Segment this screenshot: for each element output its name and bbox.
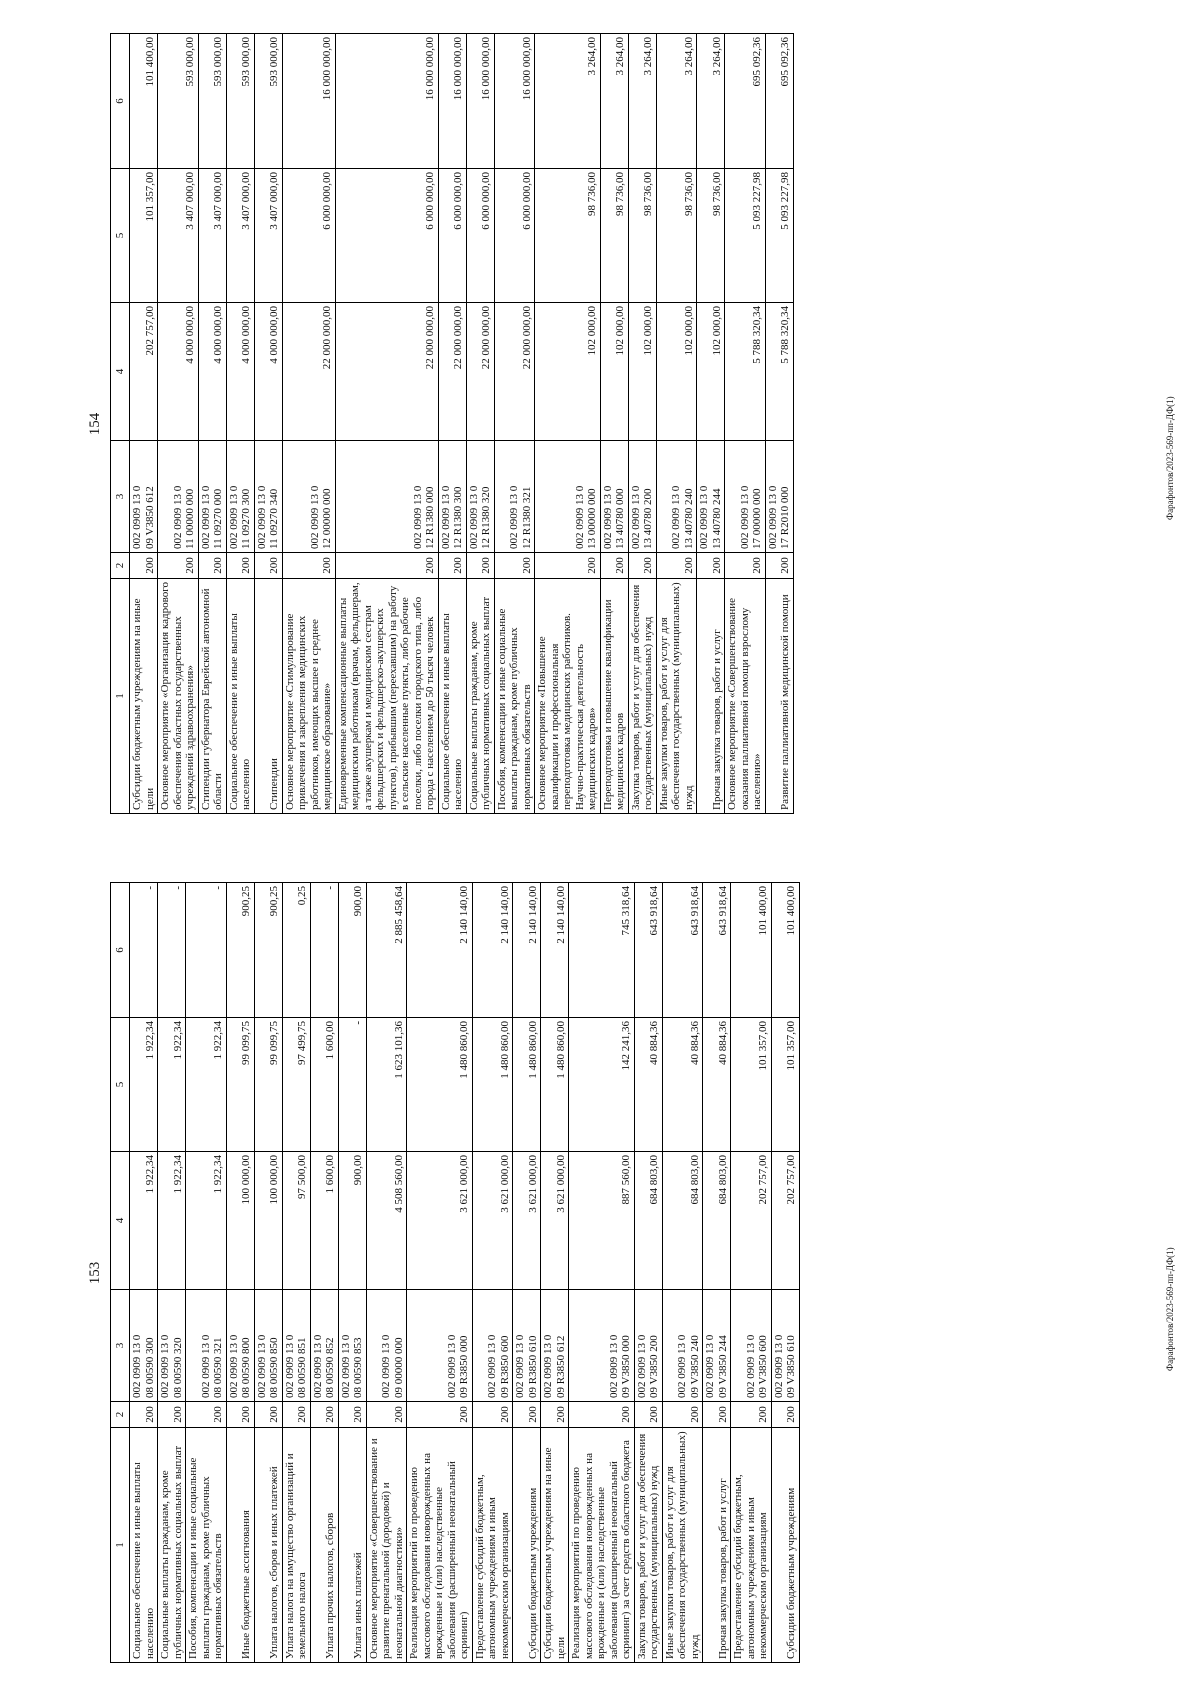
row-code-cell: 200 [697,553,725,579]
row-name-cell: Основное мероприятие «Совершенствование и развитие пренатальной (дородовой) и неонатальной диагностики» [366,1428,407,1663]
row-plan-amount-cell: 100 000,00 [254,1152,282,1290]
row-code-cell: 200 [771,1402,799,1428]
row-classification-cell: 002 0909 13 0 09 R3850 600 [472,1290,513,1402]
row-name-cell: Социальное обеспечение и иные выплаты населению [438,579,466,814]
table-row [198,34,226,814]
table-header-row [111,34,130,814]
row-executed-amount-cell: 3 407 000,00 [226,169,254,303]
row-code-cell: 200 [130,1402,158,1428]
row-code-cell: 200 [338,1402,366,1428]
row-remainder-cell: 2 140 140,00 [513,883,541,1018]
row-executed-amount-cell: 98 736,00 [535,169,601,303]
row-remainder-cell: 2 140 140,00 [407,883,473,1018]
table-row [366,883,407,1663]
column-header: 3 [111,1290,130,1402]
row-classification-cell: 002 0909 13 0 09 V3850 240 [662,1290,703,1402]
row-name-cell: Субсидии бюджетным учреждениям на иные цели [541,1428,569,1663]
document-page-154 [0,0,1200,848]
row-executed-amount-cell: 6 000 000,00 [494,169,535,303]
row-remainder-cell: 2 140 140,00 [472,883,513,1018]
row-remainder-cell: 643 918,64 [703,883,731,1018]
column-header: 2 [111,1402,130,1428]
row-name-cell: Пособия, компенсации и иные социальные выплаты гражданам, кроме публичных нормативных обязательств [186,1428,227,1663]
row-executed-amount-cell: 1 480 860,00 [541,1018,569,1152]
row-plan-amount-cell: 3 621 000,00 [541,1152,569,1290]
row-executed-amount-cell: 40 884,36 [634,1018,662,1152]
row-classification-cell: 002 0909 13 0 13 40780 000 [600,441,628,553]
row-plan-amount-cell: 5 788 320,34 [725,303,766,441]
row-code-cell: 200 [186,1402,227,1428]
row-plan-amount-cell: 1 922,34 [186,1152,227,1290]
table-row [600,34,628,814]
row-executed-amount-cell: 98 736,00 [600,169,628,303]
table-row [335,34,438,814]
row-remainder-cell: 16 000 000,00 [494,34,535,169]
table-row [254,34,282,814]
row-plan-amount-cell: 684 803,00 [703,1152,731,1290]
row-name-cell: Предоставление субсидий бюджетным, автономным учреждениям и иным некоммерческим организациям [472,1428,513,1663]
row-name-cell: Субсидии бюджетным учреждениям на иные цели [130,579,158,814]
row-name-cell: Пособия, компенсации и иные социальные выплаты гражданам, кроме публичных нормативных обязательств [494,579,535,814]
row-executed-amount-cell: 101 357,00 [731,1018,772,1152]
row-plan-amount-cell: 22 000 000,00 [494,303,535,441]
row-executed-amount-cell: 99 099,75 [226,1018,254,1152]
column-header: 6 [111,883,130,1018]
row-classification-cell: 002 0909 13 0 09 V3850 244 [703,1290,731,1402]
row-name-cell: Основное мероприятие «Совершенствование оказания паллиативной помощи взрослому населению» [725,579,766,814]
table-row [226,34,254,814]
row-plan-amount-cell: 4 000 000,00 [226,303,254,441]
row-executed-amount-cell: 3 407 000,00 [158,169,199,303]
rotated-page-content [80,883,1120,1663]
row-executed-amount-cell: 40 884,36 [703,1018,731,1152]
row-classification-cell: 002 0909 13 0 09 V3850 600 [731,1290,772,1402]
row-classification-cell: 002 0909 13 0 13 00000 000 [535,441,601,553]
row-plan-amount-cell: 900,00 [338,1152,366,1290]
row-code-cell: 200 [765,553,793,579]
row-executed-amount-cell: 101 357,00 [130,169,158,303]
row-remainder-cell: 695 092,36 [725,34,766,169]
table-row [338,883,366,1663]
row-code-cell: 200 [407,1402,473,1428]
row-remainder-cell: 643 918,64 [634,883,662,1018]
row-plan-amount-cell: 1 922,34 [158,1152,186,1290]
row-code-cell: 200 [703,1402,731,1428]
row-classification-cell: 002 0909 13 0 09 00000 000 [366,1290,407,1402]
row-classification-cell: 002 0909 13 0 08 00590 852 [310,1290,338,1402]
column-header: 4 [111,1152,130,1290]
table-header-row [111,883,130,1663]
row-code-cell: 200 [634,1402,662,1428]
row-classification-cell: 002 0909 13 0 08 00590 321 [186,1290,227,1402]
row-classification-cell: 002 0909 13 0 09 V3850 610 [771,1290,799,1402]
row-name-cell: Прочая закупка товаров, работ и услуг [697,579,725,814]
row-plan-amount-cell: 4 000 000,00 [158,303,199,441]
row-plan-amount-cell: 4 000 000,00 [198,303,226,441]
row-remainder-cell: 2 140 140,00 [541,883,569,1018]
table-row [158,34,199,814]
row-executed-amount-cell: 40 884,36 [662,1018,703,1152]
row-classification-cell: 002 0909 13 0 11 09270 300 [226,441,254,553]
row-executed-amount-cell: 101 357,00 [771,1018,799,1152]
column-header: 1 [111,579,130,814]
row-plan-amount-cell: 3 621 000,00 [513,1152,541,1290]
row-executed-amount-cell: 97 499,75 [282,1018,310,1152]
table-row [662,883,703,1663]
row-remainder-cell: 0,25 [282,883,310,1018]
row-code-cell: 200 [600,553,628,579]
row-remainder-cell: 3 264,00 [535,34,601,169]
row-executed-amount-cell: 3 407 000,00 [254,169,282,303]
row-code-cell: 200 [226,1402,254,1428]
table-row [466,34,494,814]
table-row [697,34,725,814]
row-plan-amount-cell: 22 000 000,00 [335,303,438,441]
row-name-cell: Стипендии губернатора Еврейской автономной области [198,579,226,814]
row-remainder-cell: 695 092,36 [765,34,793,169]
row-name-cell: Социальные выплаты гражданам, кроме публичных нормативных социальных выплат [466,579,494,814]
row-executed-amount-cell: 6 000 000,00 [466,169,494,303]
row-classification-cell: 002 0909 13 0 09 V3850 612 [130,441,158,553]
table-row [541,883,569,1663]
row-name-cell: Уплата прочих налогов, сборов [310,1428,338,1663]
row-remainder-cell: 593 000,00 [198,34,226,169]
row-plan-amount-cell: 22 000 000,00 [438,303,466,441]
row-classification-cell: 002 0909 13 0 12 R1380 320 [466,441,494,553]
table-row [472,883,513,1663]
row-classification-cell: 002 0909 13 0 08 00590 300 [130,1290,158,1402]
budget-table [110,882,800,1663]
row-classification-cell: 002 0909 13 0 11 00000 000 [158,441,199,553]
row-name-cell: Стипендии [254,579,282,814]
row-remainder-cell: 3 264,00 [697,34,725,169]
row-code-cell: 200 [535,553,601,579]
column-header: 5 [111,169,130,303]
row-executed-amount-cell: 98 736,00 [628,169,656,303]
row-remainder-cell: 900,25 [226,883,254,1018]
row-name-cell: Закупка товаров, работ и услуг для обеспечения государственных (муниципальных) нужд [628,579,656,814]
table-row [494,34,535,814]
page-number: 153 [87,1261,103,1285]
row-remainder-cell: 593 000,00 [158,34,199,169]
row-code-cell: 200 [541,1402,569,1428]
row-plan-amount-cell: 22 000 000,00 [466,303,494,441]
row-classification-cell: 002 0909 13 0 08 00590 853 [338,1290,366,1402]
table-row [765,34,793,814]
row-name-cell: Уплата налогов, сборов и иных платежей [254,1428,282,1663]
row-code-cell: 200 [226,553,254,579]
row-classification-cell: 002 0909 13 0 12 00000 000 [282,441,335,553]
row-remainder-cell: 101 400,00 [130,34,158,169]
row-plan-amount-cell: 102 000,00 [628,303,656,441]
row-executed-amount-cell: 1 480 860,00 [407,1018,473,1152]
row-code-cell: 200 [513,1402,541,1428]
table-row [569,883,635,1663]
row-plan-amount-cell: 97 500,00 [282,1152,310,1290]
row-remainder-cell: 3 264,00 [628,34,656,169]
table-row [282,883,310,1663]
row-remainder-cell: 900,00 [338,883,366,1018]
row-code-cell: 200 [662,1402,703,1428]
row-plan-amount-cell: 202 757,00 [130,303,158,441]
row-classification-cell: 002 0909 13 0 08 00590 850 [254,1290,282,1402]
row-classification-cell: 002 0909 13 0 09 R3850 000 [407,1290,473,1402]
row-code-cell: 200 [628,553,656,579]
row-name-cell: Развитие паллиативной медицинской помощи [765,579,793,814]
row-name-cell: Переподготовка и повышение квалификации медицинских кадров [600,579,628,814]
row-plan-amount-cell: 102 000,00 [600,303,628,441]
row-executed-amount-cell: 6 000 000,00 [438,169,466,303]
row-code-cell: 200 [438,553,466,579]
row-remainder-cell: 593 000,00 [254,34,282,169]
row-name-cell: Иные закупки товаров, работ и услуг для обеспечения государственных (муниципальных) нужд [656,579,697,814]
row-name-cell: Уплата иных платежей [338,1428,366,1663]
row-name-cell: Иные бюджетные ассигнования [226,1428,254,1663]
row-classification-cell: 002 0909 13 0 13 40780 200 [628,441,656,553]
budget-table [110,33,794,814]
table-row [725,34,766,814]
row-name-cell: Закупка товаров, работ и услуг для обеспечения государственных (муниципальных) нужд [634,1428,662,1663]
footer-stamp: Фарафонтов/2023-569-пп-ДФ(1) [1165,396,1175,520]
table-row [438,34,466,814]
row-executed-amount-cell: 1 623 101,36 [366,1018,407,1152]
table-row [656,34,697,814]
row-executed-amount-cell: 1 480 860,00 [472,1018,513,1152]
row-classification-cell: 002 0909 13 0 09 R3850 612 [541,1290,569,1402]
column-header: 4 [111,303,130,441]
row-code-cell: 200 [198,553,226,579]
row-executed-amount-cell: 98 736,00 [697,169,725,303]
row-plan-amount-cell: 102 000,00 [656,303,697,441]
row-code-cell: 200 [494,553,535,579]
row-code-cell: 200 [282,553,335,579]
row-code-cell: 200 [366,1402,407,1428]
row-classification-cell: 002 0909 13 0 08 00590 851 [282,1290,310,1402]
row-remainder-cell: 643 918,64 [662,883,703,1018]
row-plan-amount-cell: 1 922,34 [130,1152,158,1290]
row-remainder-cell: - [310,883,338,1018]
table-row [771,883,799,1663]
row-plan-amount-cell: 1 600,00 [310,1152,338,1290]
table-body [130,883,800,1663]
row-name-cell: Реализация мероприятий по проведению массового обследования новорожденных на врожденные и (или) наследственные заболевания (расширенный неонатальный скрининг) за счет средств областного бюджета [569,1428,635,1663]
row-code-cell: 200 [158,1402,186,1428]
row-plan-amount-cell: 102 000,00 [697,303,725,441]
table-row [731,883,772,1663]
row-remainder-cell: 745 318,64 [569,883,635,1018]
column-header: 6 [111,34,130,169]
row-name-cell: Основное мероприятие «Стимулирование привлечения и закрепления медицинских работников, имеющих высшее и среднее медицинское образование» [282,579,335,814]
row-executed-amount-cell: 142 241,36 [569,1018,635,1152]
row-name-cell: Социальные выплаты гражданам, кроме публичных нормативных социальных выплат [158,1428,186,1663]
row-classification-cell: 002 0909 13 0 13 40780 240 [656,441,697,553]
footer-stamp: Фарафонтов/2023-569-пп-ДФ(1) [1165,1247,1175,1371]
row-classification-cell: 002 0909 13 0 11 09270 000 [198,441,226,553]
row-plan-amount-cell: 202 757,00 [731,1152,772,1290]
row-executed-amount-cell: - [338,1018,366,1152]
rotated-page-content [80,34,1120,814]
row-classification-cell: 002 0909 13 0 12 R1380 000 [335,441,438,553]
row-code-cell: 200 [310,1402,338,1428]
row-code-cell: 200 [731,1402,772,1428]
row-plan-amount-cell: 100 000,00 [226,1152,254,1290]
row-classification-cell: 002 0909 13 0 12 R1380 321 [494,441,535,553]
row-executed-amount-cell: 1 480 860,00 [513,1018,541,1152]
row-classification-cell: 002 0909 13 0 08 00590 800 [226,1290,254,1402]
row-executed-amount-cell: 5 093 227,98 [765,169,793,303]
row-executed-amount-cell: 6 000 000,00 [282,169,335,303]
row-name-cell: Предоставление субсидий бюджетным, автономным учреждениям и иным некоммерческим организациям [731,1428,772,1663]
row-code-cell: 200 [282,1402,310,1428]
table-row [130,883,158,1663]
row-name-cell: Социальное обеспечение и иные выплаты населению [226,579,254,814]
row-classification-cell: 002 0909 13 0 12 R1380 300 [438,441,466,553]
row-plan-amount-cell: 3 621 000,00 [407,1152,473,1290]
row-code-cell: 200 [254,1402,282,1428]
table-row [130,34,158,814]
row-executed-amount-cell: 6 000 000,00 [335,169,438,303]
column-header: 5 [111,1018,130,1152]
table-row [628,34,656,814]
table-row [158,883,186,1663]
row-plan-amount-cell: 684 803,00 [634,1152,662,1290]
table-body [130,34,794,814]
row-plan-amount-cell: 102 000,00 [535,303,601,441]
table-row [310,883,338,1663]
column-header: 1 [111,1428,130,1663]
row-name-cell: Реализация мероприятий по проведению массового обследования новорожденных на врожденные и (или) наследственные заболевания (расширенный неонатальный скрининг) [407,1428,473,1663]
table-row [407,883,473,1663]
row-classification-cell: 002 0909 13 0 09 V3850 000 [569,1290,635,1402]
row-remainder-cell: - [158,883,186,1018]
row-remainder-cell: 16 000 000,00 [438,34,466,169]
row-classification-cell: 002 0909 13 0 11 09270 340 [254,441,282,553]
row-plan-amount-cell: 202 757,00 [771,1152,799,1290]
row-name-cell: Основное мероприятие «Повышение квалификации и профессиональная переподготовка медицинских работников. Научно-практическая деятельность медицинских кадров» [535,579,601,814]
table-row [634,883,662,1663]
row-classification-cell: 002 0909 13 0 08 00590 320 [158,1290,186,1402]
row-remainder-cell: 101 400,00 [731,883,772,1018]
row-remainder-cell: 3 264,00 [656,34,697,169]
row-remainder-cell: 16 000 000,00 [335,34,438,169]
row-remainder-cell: 2 885 458,64 [366,883,407,1018]
row-code-cell: 200 [656,553,697,579]
row-classification-cell: 002 0909 13 0 13 40780 244 [697,441,725,553]
document-page-153 [0,849,1200,1697]
row-code-cell: 200 [472,1402,513,1428]
table-row [254,883,282,1663]
row-executed-amount-cell: 5 093 227,98 [725,169,766,303]
column-header: 2 [111,553,130,579]
table-row [513,883,541,1663]
row-plan-amount-cell: 5 788 320,34 [765,303,793,441]
table-row [703,883,731,1663]
row-plan-amount-cell: 4 508 560,00 [366,1152,407,1290]
table-row [282,34,335,814]
row-executed-amount-cell: 1 600,00 [310,1018,338,1152]
row-code-cell: 200 [725,553,766,579]
row-code-cell: 200 [130,553,158,579]
row-plan-amount-cell: 4 000 000,00 [254,303,282,441]
row-executed-amount-cell: 3 407 000,00 [198,169,226,303]
row-name-cell: Субсидии бюджетным учреждениям [513,1428,541,1663]
row-plan-amount-cell: 887 560,00 [569,1152,635,1290]
row-classification-cell: 002 0909 13 0 17 00000 000 [725,441,766,553]
row-executed-amount-cell: 1 922,34 [186,1018,227,1152]
row-plan-amount-cell: 22 000 000,00 [282,303,335,441]
row-classification-cell: 002 0909 13 0 09 V3850 200 [634,1290,662,1402]
row-code-cell: 200 [569,1402,635,1428]
row-remainder-cell: - [186,883,227,1018]
row-plan-amount-cell: 684 803,00 [662,1152,703,1290]
column-header: 3 [111,441,130,553]
row-code-cell: 200 [158,553,199,579]
row-code-cell: 200 [466,553,494,579]
row-remainder-cell: 900,25 [254,883,282,1018]
table-row [226,883,254,1663]
row-classification-cell: 002 0909 13 0 09 R3850 610 [513,1290,541,1402]
row-executed-amount-cell: 99 099,75 [254,1018,282,1152]
row-executed-amount-cell: 1 922,34 [158,1018,186,1152]
row-remainder-cell: 16 000 000,00 [282,34,335,169]
row-name-cell: Социальное обеспечение и иные выплаты населению [130,1428,158,1663]
row-executed-amount-cell: 98 736,00 [656,169,697,303]
row-code-cell: 200 [335,553,438,579]
row-code-cell: 200 [254,553,282,579]
row-remainder-cell: 3 264,00 [600,34,628,169]
row-plan-amount-cell: 3 621 000,00 [472,1152,513,1290]
row-name-cell: Единовременные компенсационные выплаты медицинским работникам (врачам, фельдшерам, а также акушеркам и медицинским сестрам фельдшерских и фельдшерско-акушерских пунктов), прибывшим (переехавшим) на работу в сельские населенные пункты, либо рабочие поселки, либо поселки городского типа, либо города с населением до 50 тысяч человек [335,579,438,814]
row-remainder-cell: 16 000 000,00 [466,34,494,169]
row-name-cell: Прочая закупка товаров, работ и услуг [703,1428,731,1663]
page-number: 154 [87,412,103,436]
row-name-cell: Уплата налога на имущество организаций и земельного налога [282,1428,310,1663]
row-name-cell: Иные закупки товаров, работ и услуг для обеспечения государственных (муниципальных) нужд [662,1428,703,1663]
row-name-cell: Основное мероприятие «Организация кадрового обеспечения областных государственных учреждений здравоохранения» [158,579,199,814]
row-classification-cell: 002 0909 13 0 17 R2010 000 [765,441,793,553]
row-executed-amount-cell: 1 922,34 [130,1018,158,1152]
row-remainder-cell: 101 400,00 [771,883,799,1018]
row-remainder-cell: - [130,883,158,1018]
row-name-cell: Субсидии бюджетным учреждениям [771,1428,799,1663]
table-row [186,883,227,1663]
row-remainder-cell: 593 000,00 [226,34,254,169]
table-row [535,34,601,814]
